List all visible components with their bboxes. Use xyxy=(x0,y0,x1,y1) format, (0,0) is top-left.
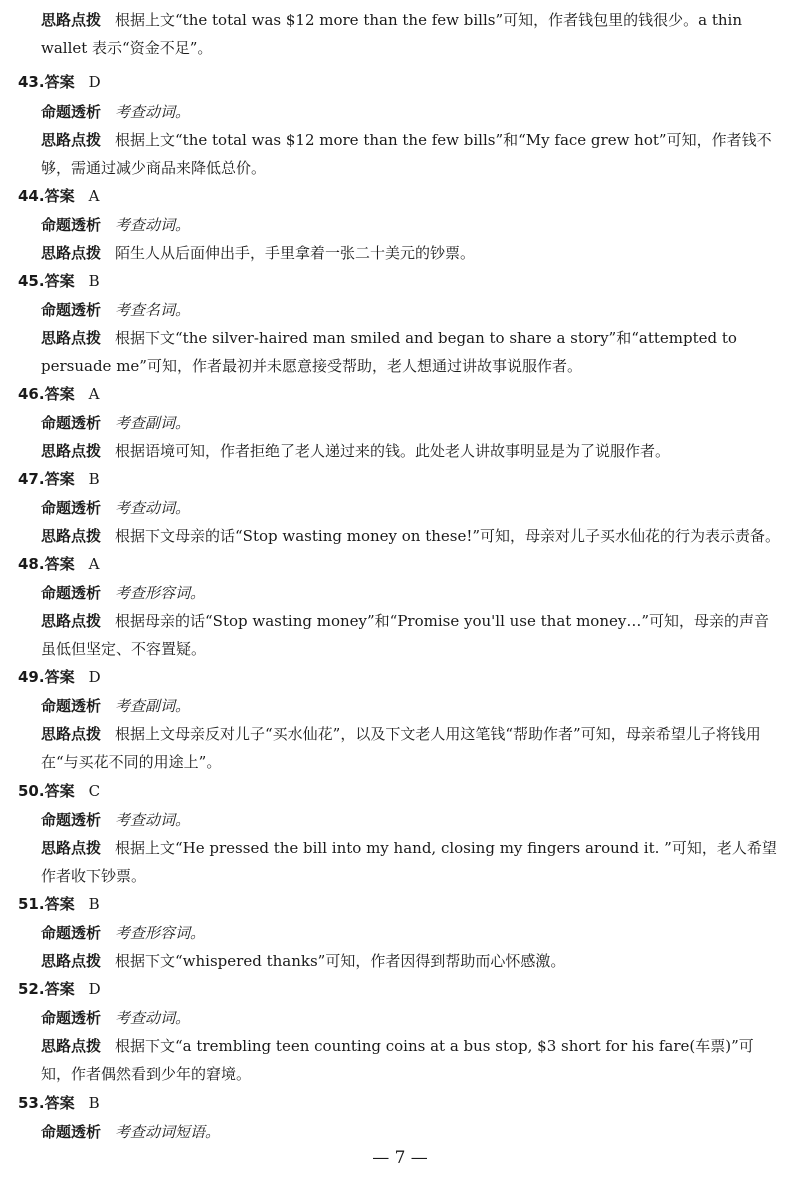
question-number: 51. xyxy=(18,895,45,913)
answer-line-46 xyxy=(18,380,99,408)
analysis-label: 命题透析 xyxy=(41,1009,102,1027)
answer-label: 答案 xyxy=(44,272,75,290)
analysis-label: 命题透析 xyxy=(41,924,102,942)
answer-letter: B xyxy=(88,470,100,488)
hint-block-49 xyxy=(41,720,783,777)
answer-line-47 xyxy=(18,465,100,493)
analysis-label: 命题透析 xyxy=(41,301,102,319)
answer-letter: B xyxy=(88,1094,100,1112)
hint-block-46 xyxy=(41,437,783,465)
analysis-label: 命题透析 xyxy=(41,103,102,121)
answer-label: 答案 xyxy=(44,555,75,573)
analysis-text: 考查动词。 xyxy=(115,216,191,234)
answer-label: 答案 xyxy=(44,782,75,800)
answer-letter: B xyxy=(88,895,100,913)
answer-label: 答案 xyxy=(44,73,75,91)
analysis-block-47 xyxy=(41,494,783,522)
hint-text: 根据上文“the total was $12 more than the few bills”和“My face grew hot”可知，作者钱不够，需通过减少商品来降低总价。 xyxy=(41,131,772,178)
question-number: 45. xyxy=(18,272,45,290)
hint-text: 根据上文母亲反对儿子“买水仙花”，以及下文老人用这笔钱“帮助作者”可知，母亲希望儿子将钱用在“与买花不同的用途上”。 xyxy=(41,725,761,772)
answer-line-43 xyxy=(18,68,101,96)
question-number: 50. xyxy=(18,782,45,800)
answer-line-45 xyxy=(18,267,100,295)
answer-letter: A xyxy=(88,187,100,205)
analysis-text: 考查动词。 xyxy=(115,811,191,829)
analysis-text: 考查形容词。 xyxy=(115,584,206,602)
answer-label: 答案 xyxy=(44,895,75,913)
answer-letter: B xyxy=(88,272,100,290)
hint-text: 根据母亲的话“Stop wasting money”和“Promise you'll use that money…”可知，母亲的声音虽低但坚定、不容置疑。 xyxy=(41,612,770,659)
analysis-text: 考查动词短语。 xyxy=(115,1123,221,1141)
answer-label: 答案 xyxy=(44,1094,75,1112)
hint-label: 思路点拨 xyxy=(41,329,102,347)
answer-label: 答案 xyxy=(44,385,75,403)
analysis-block-51 xyxy=(41,919,783,947)
analysis-block-43 xyxy=(41,98,783,126)
hint-block-44 xyxy=(41,239,783,267)
analysis-block-49 xyxy=(41,692,783,720)
analysis-label: 命题透析 xyxy=(41,697,102,715)
question-number: 53. xyxy=(18,1094,45,1112)
hint-label: 思路点拨 xyxy=(41,1037,102,1055)
hint-label: 思路点拨 xyxy=(41,612,102,630)
question-number: 46. xyxy=(18,385,45,403)
analysis-label: 命题透析 xyxy=(41,216,102,234)
analysis-label: 命题透析 xyxy=(41,499,102,517)
hint-label: 思路点拨 xyxy=(41,11,102,29)
hint-text: 根据下文“whispered thanks”可知，作者因得到帮助而心怀感激。 xyxy=(115,952,566,970)
answer-line-44 xyxy=(18,182,99,210)
answer-letter: A xyxy=(88,385,100,403)
analysis-text: 考查副词。 xyxy=(115,414,191,432)
hint-block-45 xyxy=(41,324,783,381)
hint-text: 根据上文“He pressed the bill into my hand, closing my fingers around it. ”可知，老人希望作者收下钞票。 xyxy=(41,839,777,886)
hint-text: 根据语境可知，作者拒绝了老人递过来的钱。此处老人讲故事明显是为了说服作者。 xyxy=(115,442,671,460)
hint-label: 思路点拨 xyxy=(41,131,102,149)
answer-line-50 xyxy=(18,777,100,805)
analysis-label: 命题透析 xyxy=(41,584,102,602)
hint-block-42 xyxy=(41,6,783,63)
question-number: 47. xyxy=(18,470,45,488)
analysis-block-48 xyxy=(41,579,783,607)
answer-line-52 xyxy=(18,975,101,1003)
answer-line-48 xyxy=(18,550,99,578)
hint-text: 根据下文“a trembling teen counting coins at a bus stop, $3 short for his fare(车票)”可知，作者偶然看到少年的窘境。 xyxy=(41,1037,754,1084)
answer-label: 答案 xyxy=(44,187,75,205)
answer-letter: D xyxy=(88,668,101,686)
analysis-text: 考查名词。 xyxy=(115,301,191,319)
analysis-text: 考查动词。 xyxy=(115,499,191,517)
answer-letter: C xyxy=(88,782,101,800)
hint-label: 思路点拨 xyxy=(41,839,102,857)
analysis-block-50 xyxy=(41,806,783,834)
hint-block-52 xyxy=(41,1032,783,1089)
analysis-text: 考查动词。 xyxy=(115,1009,191,1027)
analysis-label: 命题透析 xyxy=(41,414,102,432)
hint-text: 根据上文“the total was $12 more than the few bills”可知，作者钱包里的钱很少。a thin wallet 表示“资金不足”。 xyxy=(41,11,742,58)
answer-line-53 xyxy=(18,1089,100,1117)
hint-label: 思路点拨 xyxy=(41,527,102,545)
answer-line-49 xyxy=(18,663,101,691)
analysis-text: 考查副词。 xyxy=(115,697,191,715)
analysis-label: 命题透析 xyxy=(41,811,102,829)
question-number: 48. xyxy=(18,555,45,573)
analysis-block-46 xyxy=(41,409,783,437)
answer-line-51 xyxy=(18,890,100,918)
hint-label: 思路点拨 xyxy=(41,952,102,970)
answer-letter: D xyxy=(88,980,101,998)
hint-text: 陌生人从后面伸出手，手里拿着一张二十美元的钞票。 xyxy=(115,244,476,262)
analysis-block-53 xyxy=(41,1118,783,1146)
question-number: 44. xyxy=(18,187,45,205)
answer-label: 答案 xyxy=(44,980,75,998)
answer-label: 答案 xyxy=(44,668,75,686)
question-number: 52. xyxy=(18,980,45,998)
hint-label: 思路点拨 xyxy=(41,725,102,743)
page-number: — 7 — xyxy=(372,1148,428,1168)
answer-label: 答案 xyxy=(44,470,75,488)
hint-block-50 xyxy=(41,834,783,891)
hint-block-48 xyxy=(41,607,783,664)
analysis-block-44 xyxy=(41,211,783,239)
hint-block-47 xyxy=(41,522,783,550)
analysis-block-52 xyxy=(41,1004,783,1032)
hint-block-51 xyxy=(41,947,783,975)
hint-block-43 xyxy=(41,126,783,183)
hint-label: 思路点拨 xyxy=(41,442,102,460)
answer-letter: D xyxy=(88,73,101,91)
hint-text: 根据下文母亲的话“Stop wasting money on these!”可知，母亲对儿子买水仙花的行为表示责备。 xyxy=(115,527,781,545)
analysis-label: 命题透析 xyxy=(41,1123,102,1141)
hint-label: 思路点拨 xyxy=(41,244,102,262)
hint-text: 根据下文“the silver-haired man smiled and began to share a story”和“attempted to persuade me”可知，作者最初并未愿意接受帮助，老人想通过讲故事说服作者。 xyxy=(41,329,737,376)
analysis-block-45 xyxy=(41,296,783,324)
analysis-text: 考查形容词。 xyxy=(115,924,206,942)
question-number: 49. xyxy=(18,668,45,686)
question-number: 43. xyxy=(18,73,45,91)
answer-letter: A xyxy=(88,555,100,573)
analysis-text: 考查动词。 xyxy=(115,103,191,121)
